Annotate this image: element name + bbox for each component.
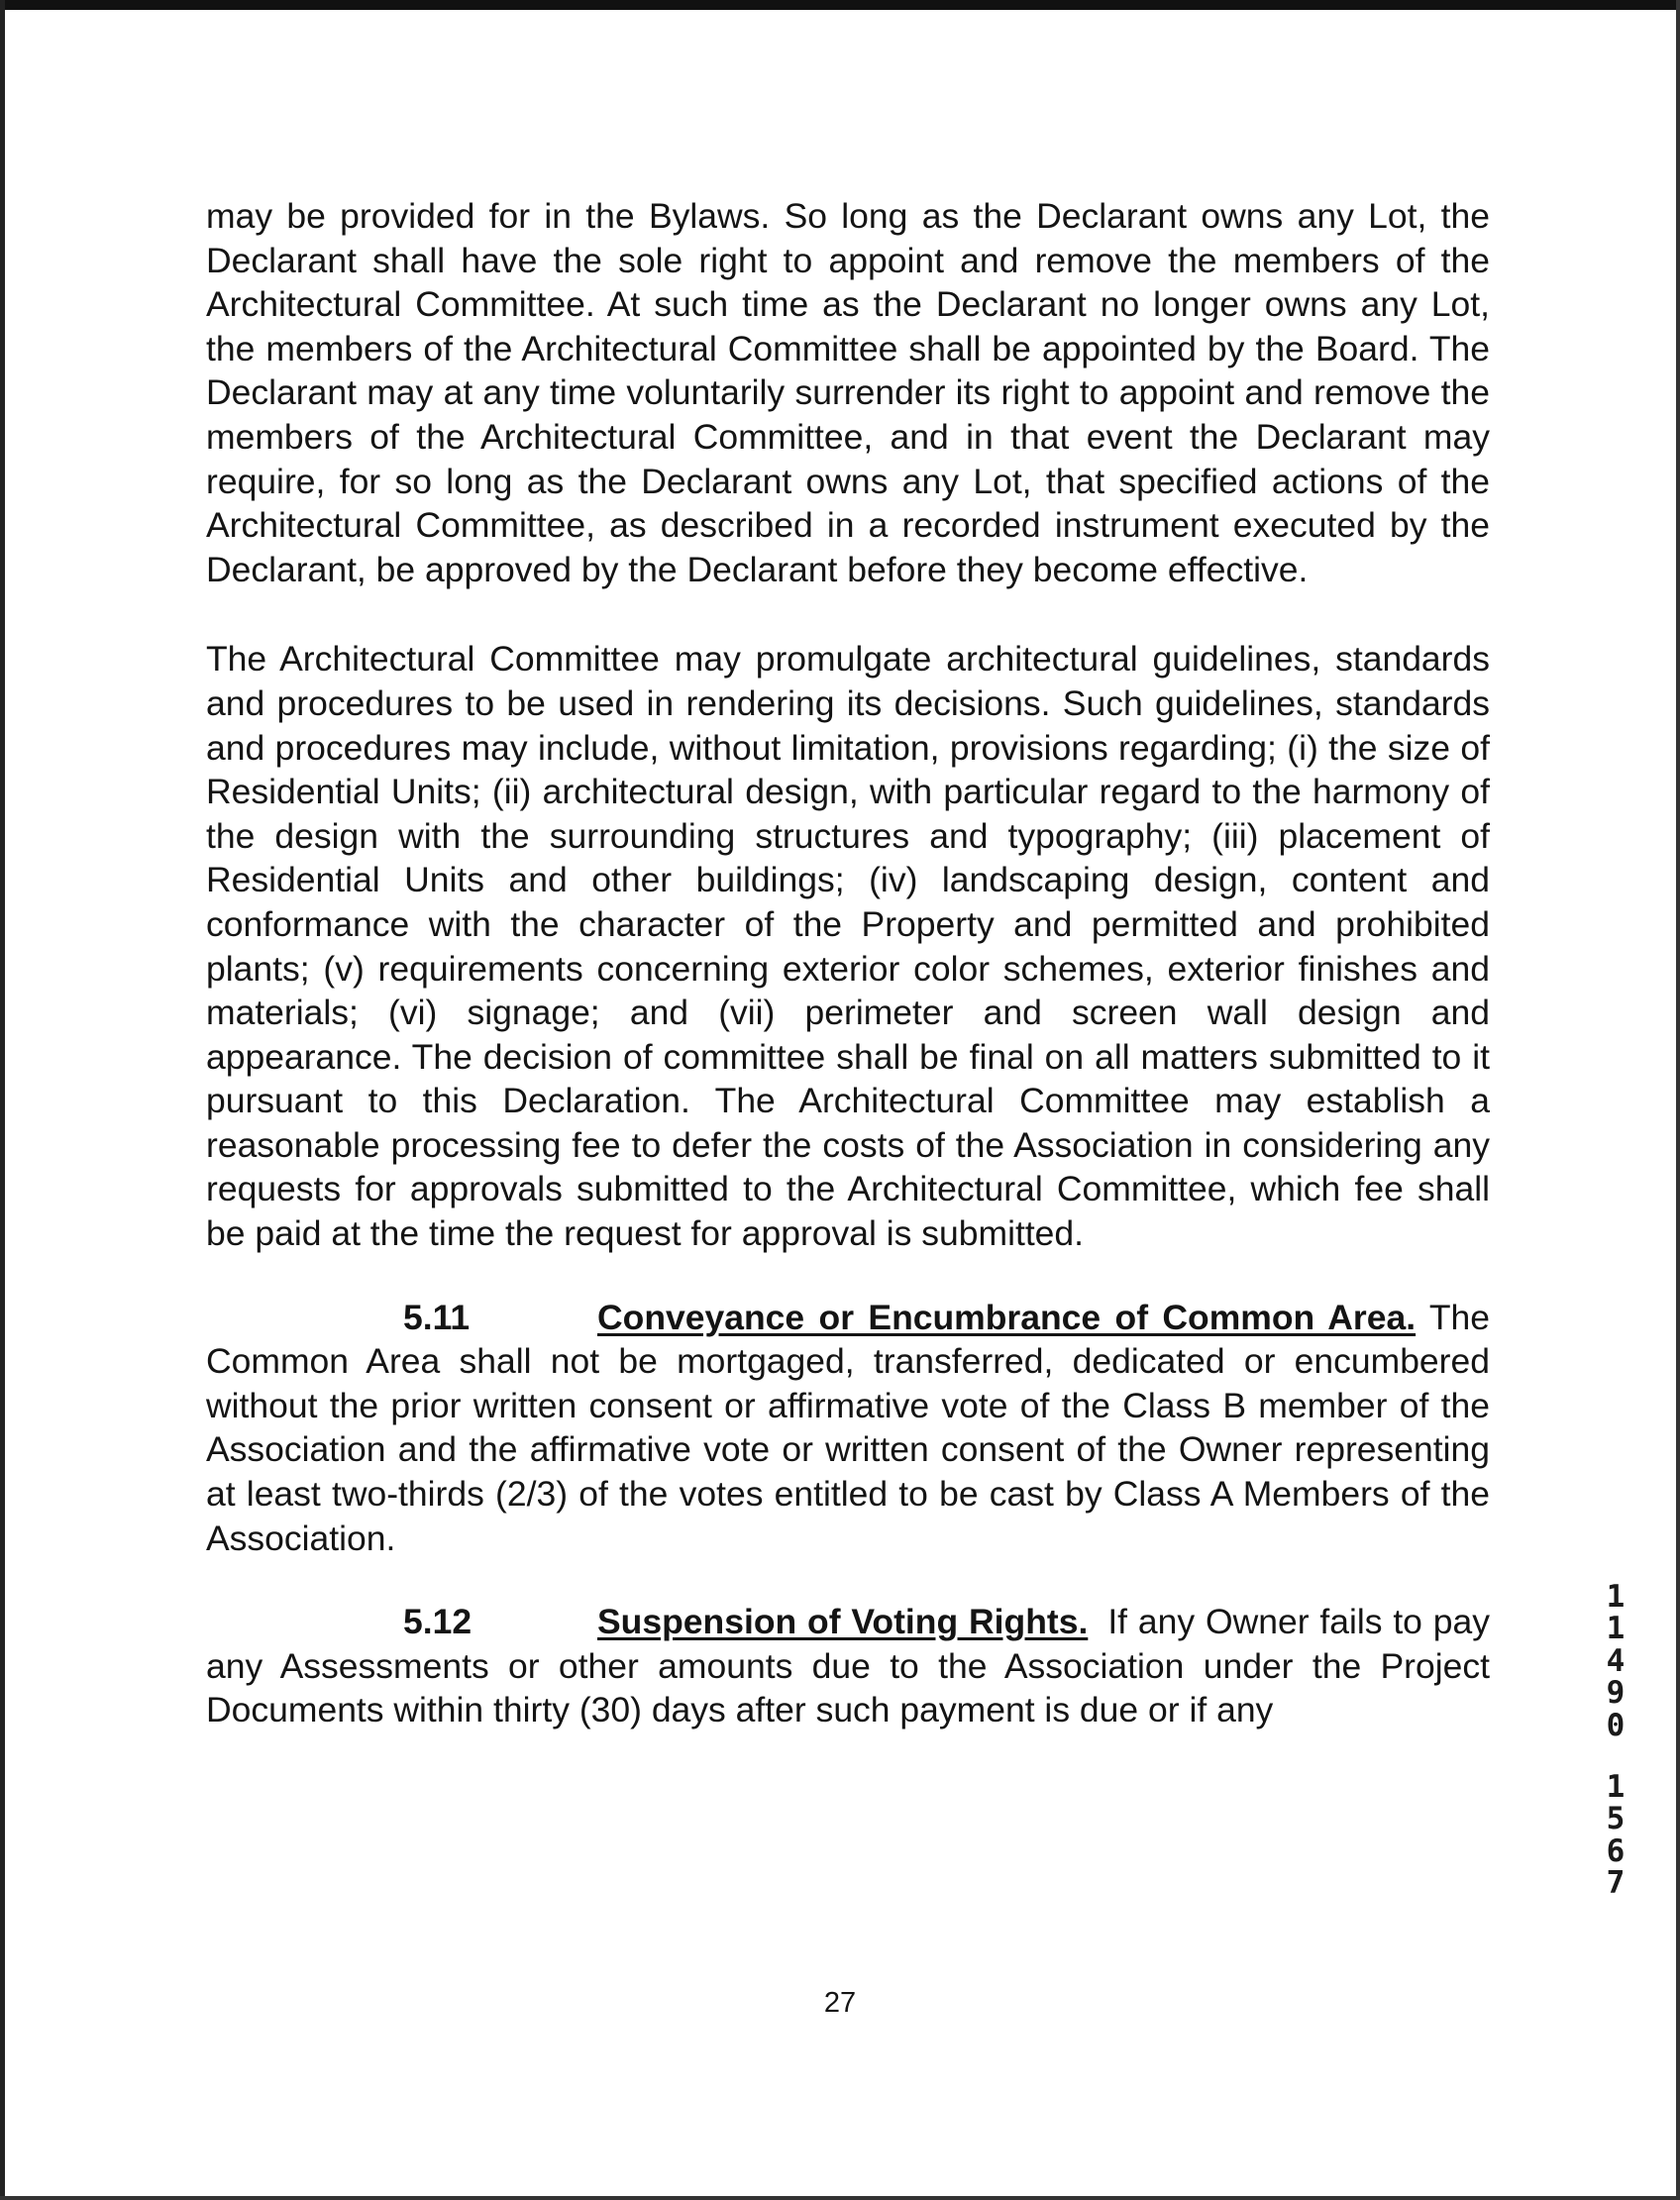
scan-border-right — [1676, 0, 1680, 2200]
stamp-digit: 4 — [1606, 1642, 1626, 1679]
section-5-12 — [206, 1600, 1490, 1732]
section-text: If any Owner fails to pay any Assessments or other amounts due to the Association under the Project Documents within thirty (30) days after such payment is due or if any — [206, 1602, 1491, 1730]
scan-border-top — [0, 0, 1680, 10]
section-text: The Common Area shall not be mortgaged, transferred, dedicated or encumbered without the prior written consent or affirmative vote of the Class B member of the Association and the affirmative vote or written consent of the Owner representing at least two-thirds (2/3) of the votes entitled to be cast by Class A Members of the Association. — [206, 1297, 1490, 1558]
paragraph-architectural-guidelines: The Architectural Committee may promulgate architectural guidelines, standards and procedures to be used in rendering its decisions. Such guidelines, standards and procedures may include, without limitation, provisions regarding; (i) the size of Residential Units; (ii) architectural design, with particular regard to the harmony of the design with the surrounding structures and typography; (iii) placement of Residential Units and other buildings; (iv) landscaping design, content and conformance with the character of the Property and permitted and prohibited plants; (v) requirements concerning exterior color schemes, exterior finishes and materials; (vi) signage; and (vii) perimeter and screen wall design and appearance. The decision of committee shall be final on all matters submitted to it pursuant to this Declaration. The Architectural Committee may establish a reasonable processing fee to defer the costs of the Association in considering any requests for approvals submitted to the Architectural Committee, which fee shall be paid at the time the request for approval is submitted. — [206, 639, 1490, 1254]
section-number: 5.11 — [403, 1297, 471, 1337]
stamp-digit: 1 — [1606, 1611, 1626, 1647]
recording-number-stamp — [1599, 1581, 1632, 1900]
section-heading: Suspension of Voting Rights. — [597, 1602, 1089, 1642]
stamp-digit: 7 — [1606, 1865, 1626, 1902]
section-number: 5.12 — [403, 1602, 472, 1642]
section-5-11 — [206, 1296, 1490, 1561]
page-number: 27 — [823, 1987, 857, 2019]
scan-border-bottom — [0, 2196, 1680, 2200]
stamp-digit: 5 — [1606, 1801, 1626, 1837]
stamp-digit: 6 — [1606, 1833, 1626, 1869]
stamp-digit: 1 — [1606, 1579, 1626, 1615]
section-heading: Conveyance or Encumbrance of Common Area. — [597, 1297, 1417, 1337]
paragraph-committee-appointment: may be provided for in the Bylaws. So long as the Declarant owns any Lot, the Declarant shall have the sole right to appoint and remove the members of the Architectural Committee. At such time as the Declarant no longer owns any Lot, the members of the Architectural Committee shall be appointed by the Board. The Declarant may at any time voluntarily surrender its right to appoint and remove the members of the Architectural Committee, and in that event the Declarant may require, for so long as the Declarant owns any Lot, that specified actions of the Architectural Committee, as described in a recorded instrument executed by the Declarant, be approved by the Declarant before they become effective. — [206, 196, 1490, 589]
stamp-digit: 9 — [1606, 1675, 1626, 1712]
stamp-digit: 0 — [1606, 1707, 1626, 1743]
document-body — [206, 194, 1490, 1732]
scan-border-left — [0, 0, 5, 2200]
stamp-digit: 1 — [1606, 1769, 1626, 1806]
